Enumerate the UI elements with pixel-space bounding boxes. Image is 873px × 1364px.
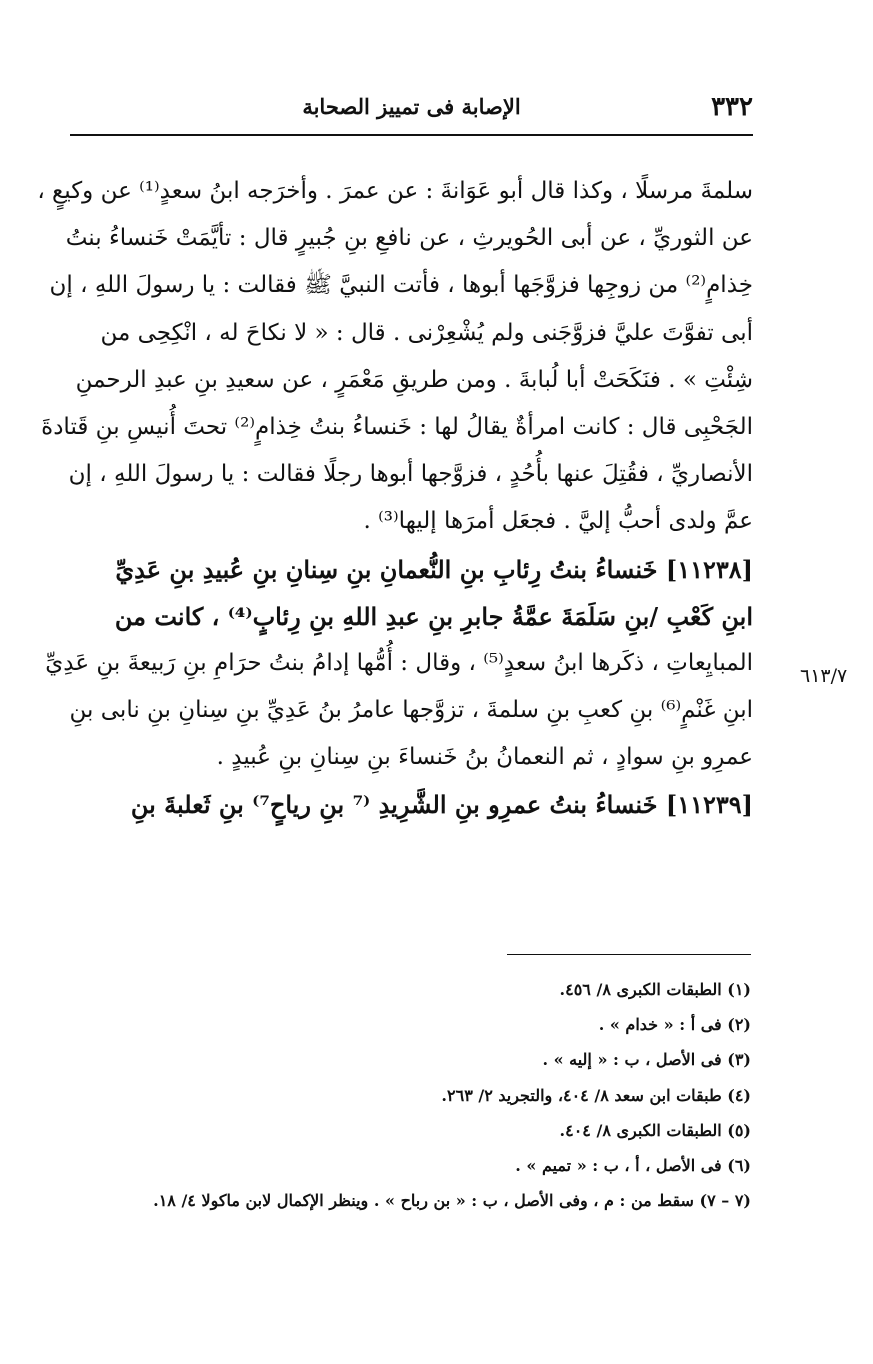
text-line: الأنصاريِّ ، فقُتِلَ عنها بأُحُدٍ ، فزوَّجها أبوها رجلًا فقالت : يا رسولَ اللهِ ، إن <box>68 461 753 488</box>
running-title: الإصابة فى تمييز الصحابة <box>302 94 521 119</box>
text-line: شِئْتِ » . فنَكَحَتْ أبا لُبابةَ . ومن طريقِ مَعْمَرٍ ، عن سعيدِ بنِ عبدِ الرحمنِ <box>75 366 753 393</box>
margin-reference: ٦١٣/٧ <box>800 665 848 687</box>
text-line: عمرِو بنِ سوادٍ ، ثم النعمانُ بنُ خَنساءَ بنِ سِنانِ بنِ عُبيدٍ . <box>216 744 753 771</box>
text-line: خِذامٍ⁽²⁾ من زوجِها فزوَّجَها أبوها ، فأتت النبيَّ ﷺ فقالت : يا رسولَ اللهِ ، إن <box>49 272 753 299</box>
text-line: عن الثوريِّ ، عن أبى الحُويرثِ ، عن نافعِ بنِ جُبيرٍ قال : تأيَّمَتْ خَنساءُ بنتُ <box>65 225 753 252</box>
text-line: أبى تفوَّتَ عليَّ فزوَّجَنى ولم يُشْعِرْنى . قال : « لا نكاحَ له ، انْكِحِى من <box>100 319 753 346</box>
text-line: سلمةَ مرسلًا ، وكذا قال أبو عَوَانةَ : عن عمرَ . وأخرَجه ابنُ سعدٍ⁽¹⁾ عن وكيعٍ ، <box>37 178 753 204</box>
text-line: الجَحْبِى قال : كانت امرأةٌ يقالُ لها : خَنساءُ بنتُ خِذامٍ⁽²⁾ تحتَ أُنيسِ بنِ قَتادةَ <box>41 413 753 440</box>
footnote-1: (١) الطبقات الكبرى ٨/ ٤٥٦. <box>559 980 751 999</box>
text-line: عمَّ ولدى أحبُّ إليَّ . فجعَل أمرَها إليها⁽³⁾ . <box>363 508 753 535</box>
footnote-7: (٧ – ٧) سقط من : م ، وفى الأصل ، ب : « بن رباح » . وينظر الإكمال لابن ماكولا ٤/ ١٨. <box>153 1191 751 1211</box>
text-line: ابنِ غَنْمٍ⁽⁶⁾ بنِ كعبِ بنِ سلمةَ ، تزوَّجها عامرُ بنُ عَدِيِّ بنِ سِنانِ بنِ نابى بنِ <box>69 697 753 724</box>
page-number: ٣٣٢ <box>711 92 753 122</box>
footnotes <box>68 972 751 1218</box>
footnote-5: (٥) الطبقات الكبرى ٨/ ٤٠٤. <box>559 1120 751 1140</box>
footnote-4: (٤) طبقات ابن سعد ٨/ ٤٠٤، والتجريد ٢/ ٢٦٣. <box>441 1085 751 1105</box>
footnote-6: (٦) فى الأصل ، أ ، ب : « تميم » . <box>515 1155 751 1175</box>
footnote-rule <box>507 954 751 955</box>
footnote-3: (٣) فى الأصل ، ب : « إليه » . <box>542 1050 751 1070</box>
page-header <box>70 92 753 128</box>
text-line: المبايِعاتِ ، ذكَرها ابنُ سعدٍ⁽⁵⁾ ، وقال : أُمُّها إدامُ بنتُ حرَامِ بنِ رَبيعةَ بنِ عَدِيِّ <box>45 649 753 676</box>
main-text <box>37 168 753 829</box>
entry-heading-11239: [١١٢٣٩] خَنساءُ بنتُ عمرِو بنِ الشَّرِيدِ ⁽⁷ بنِ رياحٍ⁷⁾ بنِ ثَعلبةَ بنِ <box>130 790 753 820</box>
header-rule <box>70 134 753 136</box>
entry-heading-11238: [١١٢٣٨] خَنساءُ بنتُ رِئابِ بنِ النُّعمانِ بنِ سِنانِ بنِ عُبيدِ بنِ عَدِيِّ <box>115 554 753 584</box>
entry-heading-11238-cont: ابنِ كَعْبِ /بنِ سَلَمَةَ عمَّةُ جابرِ بنِ عبدِ اللهِ بنِ رِئابٍ⁽⁴⁾ ، كانت من <box>114 601 753 631</box>
footnote-2: (٢) فى أ : « خدام » . <box>598 1015 751 1035</box>
